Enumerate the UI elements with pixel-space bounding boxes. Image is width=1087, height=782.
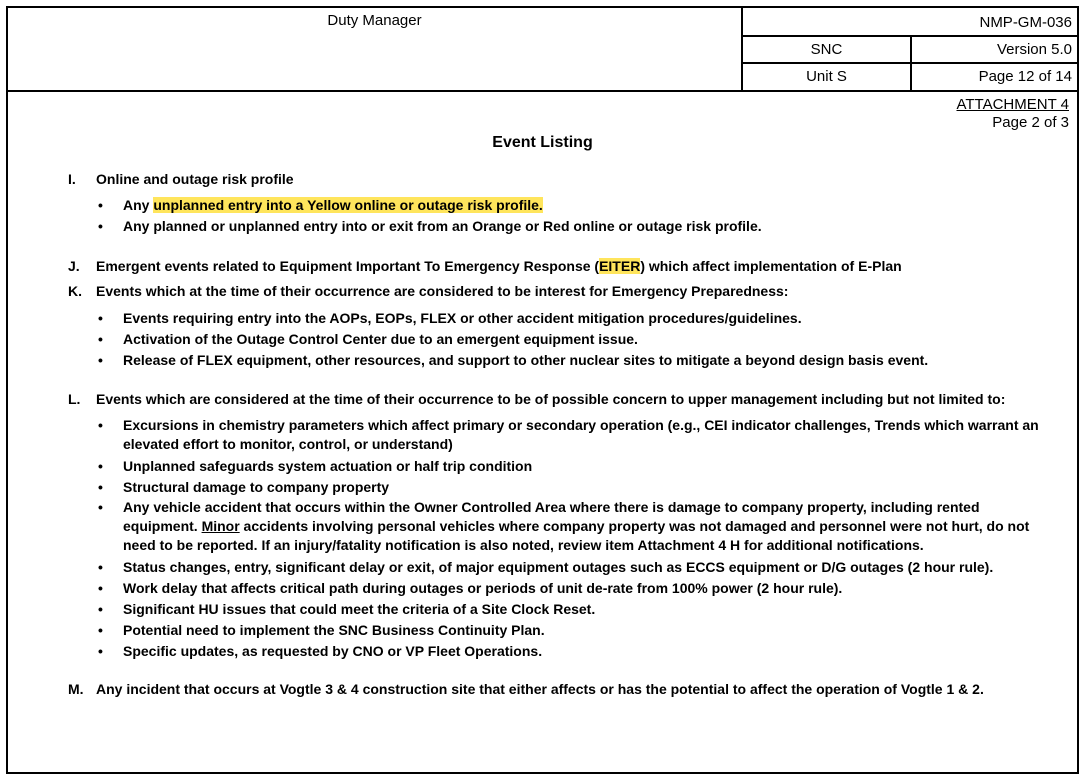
document-number: NMP-GM-036 — [979, 14, 1072, 31]
section-j: J. Emergent events related to Equipment Important To Emergency Response (EITER) which affect implementation of E-Plan — [68, 258, 902, 274]
document-page — [6, 6, 1079, 774]
header-table — [8, 8, 1077, 92]
attachment-label: ATTACHMENT 4 — [956, 96, 1069, 113]
version-number: Version 5.0 — [996, 41, 1072, 58]
attachment-header — [956, 96, 1069, 132]
section-k — [68, 282, 788, 300]
list-item: • Activation of the Outage Control Center due to an emergent equipment issue. — [96, 329, 1056, 350]
unit-label: Unit S — [806, 68, 847, 85]
list-item: • Excursions in chemistry parameters which affect primary or secondary operation (e.g., CEI indicator challenges, Trends which warrant an elevated effort to monitor, control, or understand) — [96, 416, 1056, 456]
list-item: • Significant HU issues that could meet the criteria of a Site Clock Reset. — [96, 599, 1056, 620]
section-text: Online and outage risk profile — [96, 171, 294, 187]
highlighted-text: EITER — [599, 258, 641, 274]
list-item: • Work delay that affects critical path during outages or periods of unit de-rate from 100% power (2 hour rule). — [96, 578, 1056, 599]
list-item: • Any vehicle accident that occurs within the Owner Controlled Area where there is damage to company property, including rented equipment. Minor accidents involving personal vehicles where company property was not damaged and personnel were not hurt, do not need to be reported. If an injury/fatality notification is also noted, review item Attachment 4 H for additional notifications. — [96, 498, 1056, 557]
section-l-list — [96, 416, 1056, 662]
header-divider — [743, 35, 1077, 37]
section-text: Any incident that occurs at Vogtle 3 & 4 construction site that either affects or has the potential to affect the operation of Vogtle 1 & 2. — [96, 681, 984, 697]
header-divider — [743, 62, 1077, 64]
section-label: M. — [68, 681, 84, 697]
section-i — [68, 170, 294, 188]
list-item: • Release of FLEX equipment, other resources, and support to other nuclear sites to mitigate a beyond design basis event. — [96, 350, 1056, 371]
section-i-list — [96, 195, 1056, 237]
list-item: • Specific updates, as requested by CNO or VP Fleet Operations. — [96, 641, 1056, 662]
section-label: K. — [68, 283, 82, 299]
list-item: • Events requiring entry into the AOPs, EOPs, FLEX or other accident mitigation procedures/guidelines. — [96, 308, 1056, 329]
company-name: SNC — [810, 41, 843, 58]
list-item: • Unplanned safeguards system actuation or half trip condition — [96, 456, 1056, 477]
highlighted-text: unplanned entry into a Yellow online or outage risk profile. — [153, 197, 543, 213]
underlined-text: Minor — [201, 518, 240, 534]
section-text: Events which are considered at the time of their occurrence to be of possible concern to upper management including but not limited to: — [96, 391, 1006, 407]
list-item: • Structural damage to company property — [96, 477, 1056, 498]
event-listing-title: Event Listing — [492, 134, 593, 151]
list-item: • Status changes, entry, significant delay or exit, of major equipment outages such as ECCS equipment or D/G outages (2 hour rule). — [96, 557, 1056, 578]
attachment-page: Page 2 of 3 — [992, 114, 1069, 131]
list-item: • Potential need to implement the SNC Business Continuity Plan. — [96, 620, 1056, 641]
list-item: • Any unplanned entry into a Yellow online or outage risk profile. — [96, 195, 1056, 216]
section-label: J. — [68, 258, 80, 274]
section-l — [68, 390, 1005, 408]
header-divider — [741, 8, 743, 90]
section-label: L. — [68, 391, 81, 407]
section-text: Events which at the time of their occurrence are considered to be interest for Emergency Preparedness: — [96, 283, 789, 299]
section-m — [68, 680, 984, 698]
procedure-title: Duty Manager — [327, 12, 422, 29]
section-k-list — [96, 308, 1056, 371]
section-label: I. — [68, 171, 76, 187]
list-item: • Any planned or unplanned entry into or exit from an Orange or Red online or outage risk profile. — [96, 216, 1056, 237]
page-number: Page 12 of 14 — [978, 68, 1072, 85]
